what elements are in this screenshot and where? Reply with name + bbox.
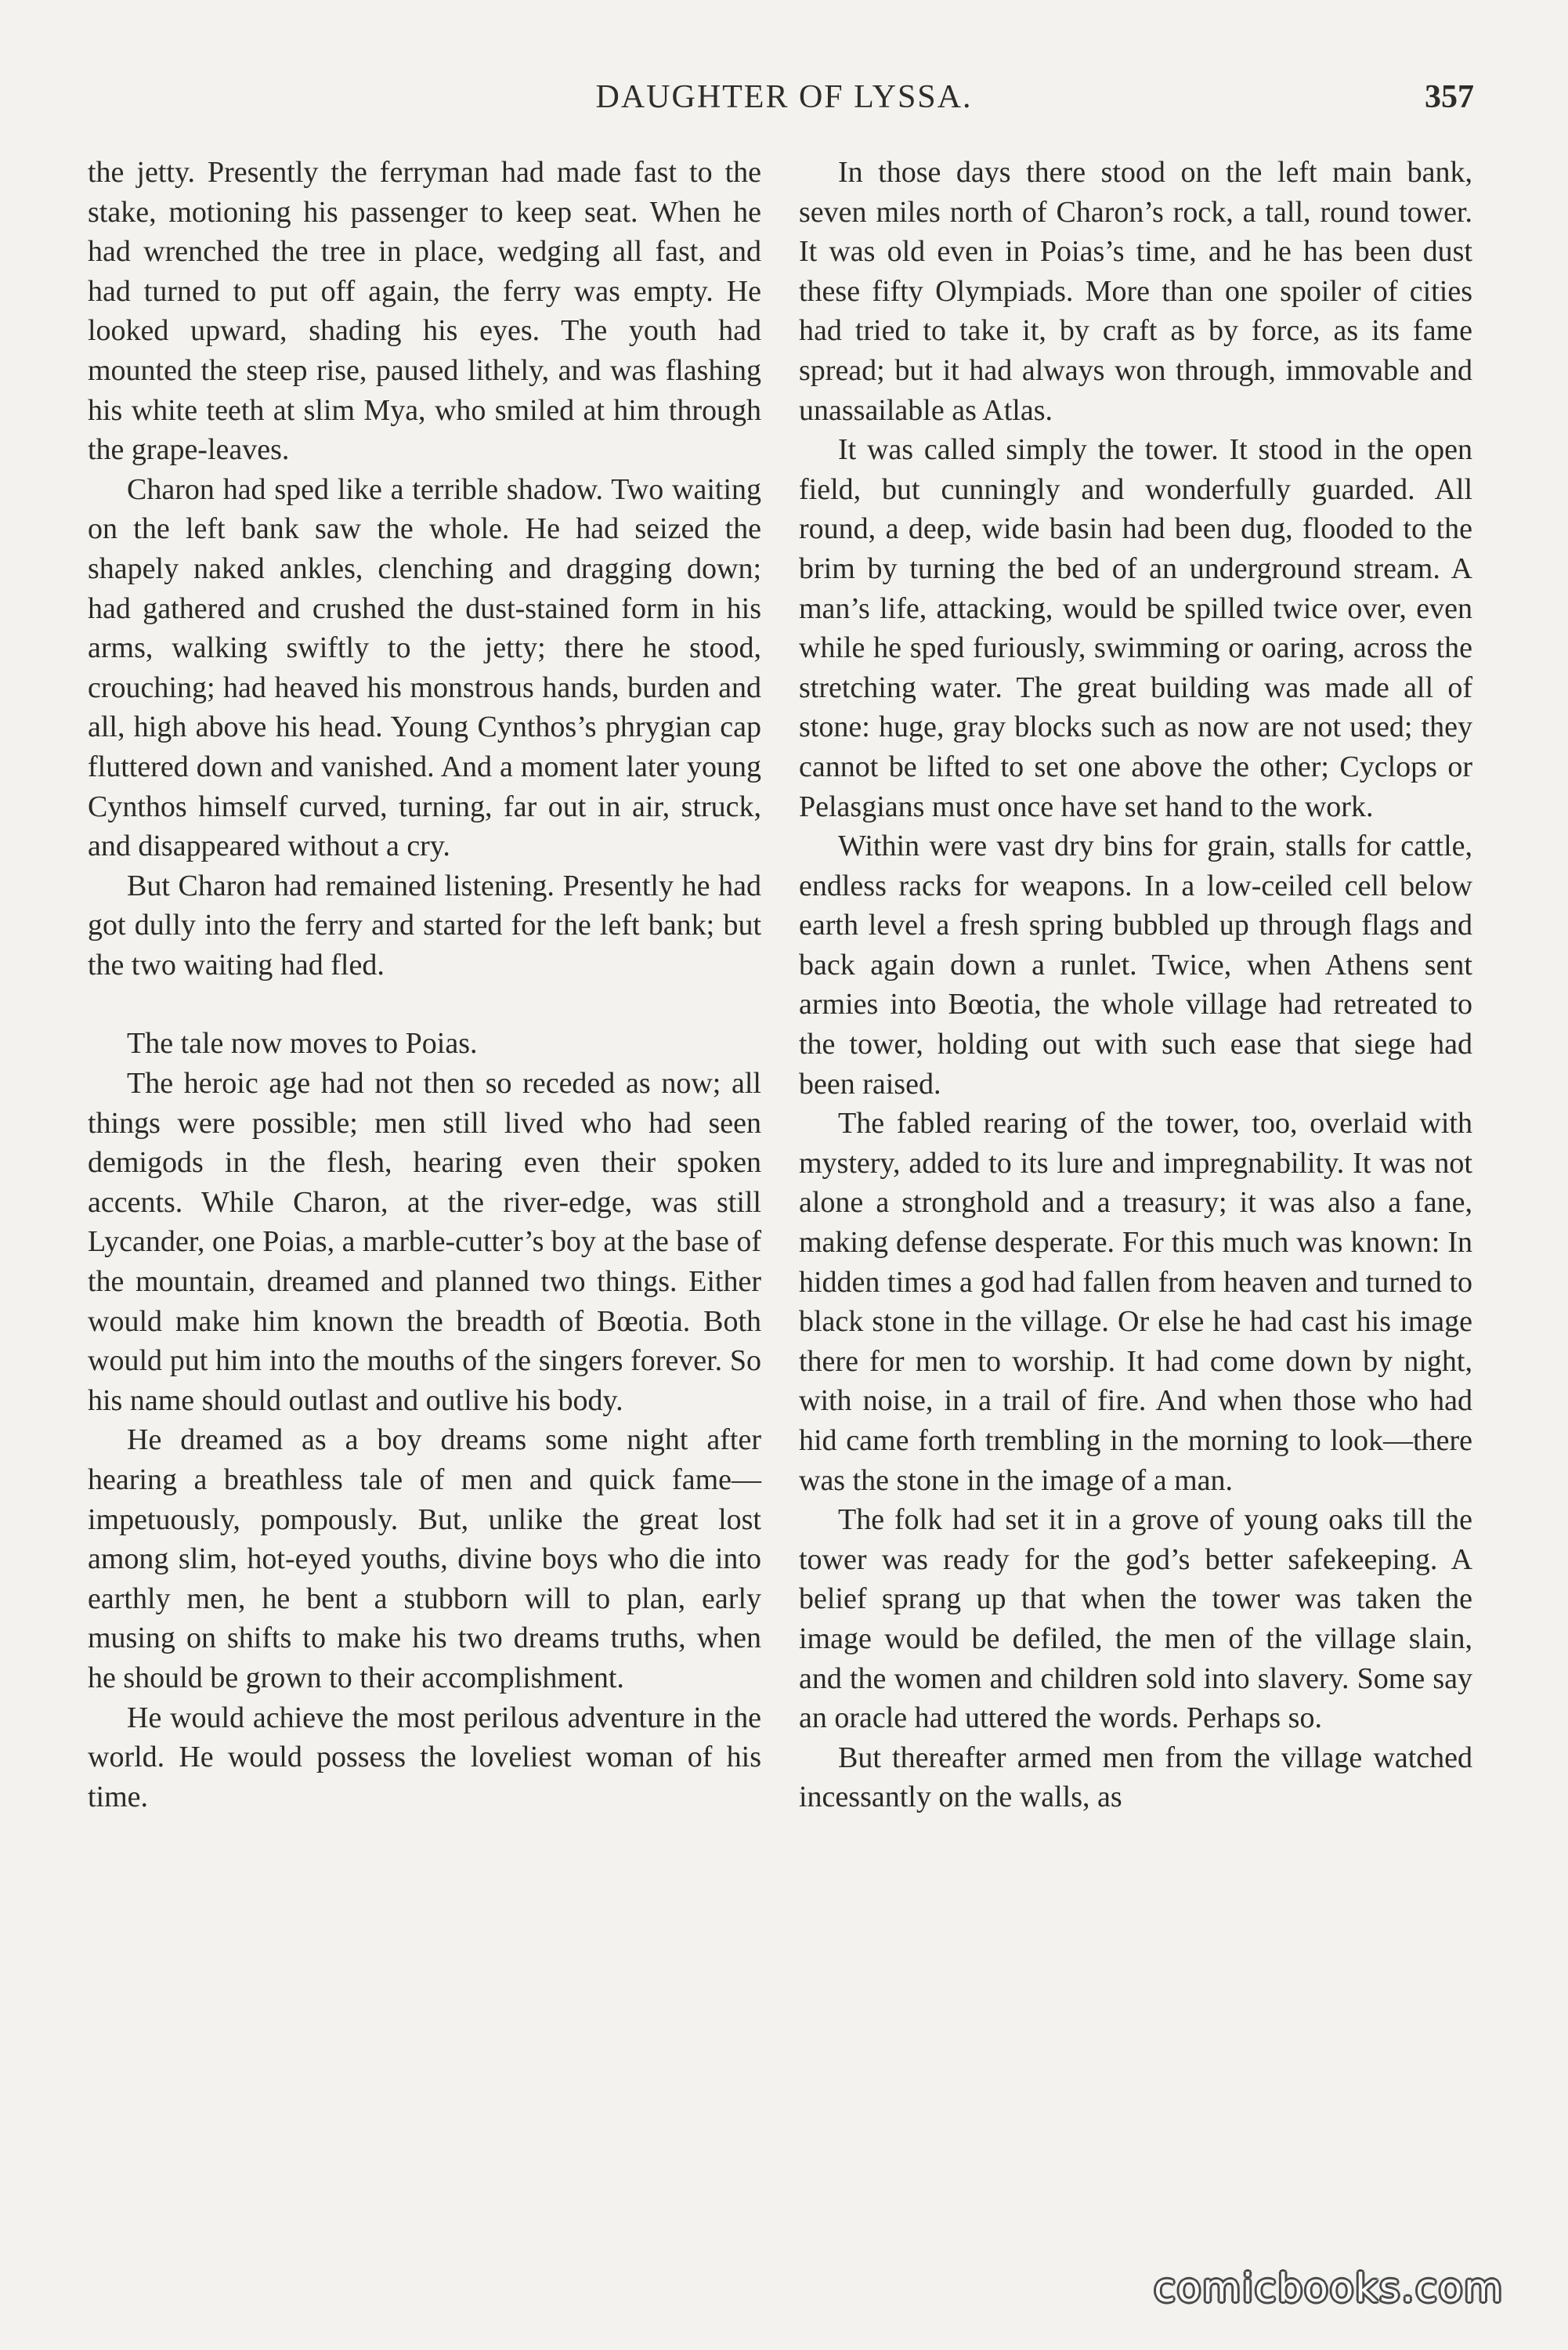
page-number: 357 <box>1425 79 1474 115</box>
left-column <box>88 153 761 1817</box>
paragraph: The folk had set it in a grove of young oaks till the tower was ready for the god’s better safekeeping. A belief sprang up that when the tower was taken the image would be defiled, the men of the village slain, and the women and children sold into slavery. Some say an oracle had uttered the words. Perhaps so. <box>799 1503 1472 1735</box>
paragraph: The fabled rearing of the tower, too, overlaid with mystery, added to its lure and impregnability. It was not alone a stronghold and a treasury; it was also a fane, making defense desperate. For this much was known: In hidden times a god had fallen from heaven and turned to black stone in the village. Or else he had cast his image there for men to worship. It had come down by night, with noise, in a trail of fire. And when those who had hid came forth trembling in the morning to look—there was the stone in the image of a man. <box>799 1107 1472 1497</box>
paragraph: Within were vast dry bins for grain, stalls for cattle, endless racks for weapons. In a low-ceiled cell below earth level a fresh spring bubbled up through flags and back again down a runlet. Twice, when Athens sent armies into Bœotia, the whole village had retreated to the tower, holding out with such ease that siege had been raised. <box>799 830 1472 1101</box>
paragraph: But thereafter armed men from the village watched incessantly on the walls, as <box>799 1741 1472 1814</box>
paragraph: He dreamed as a boy dreams some night after hearing a breathless tale of men and quick fame—impetuously, pompously. But, unlike the great lost among slim, hot-eyed youths, divine boys who die into earthly men, he bent a stubborn will to plan, early musing on shifts to make his two dreams truths, when he should be grown to their accomplishment. <box>88 1423 761 1694</box>
paragraph: But Charon had remained listening. Presently he had got dully into the ferry and started for the left bank; but the two waiting had fled. <box>88 869 761 982</box>
paragraph: He would achieve the most perilous adventure in the world. He would possess the loveliest woman of his time. <box>88 1701 761 1813</box>
paragraph: It was called simply the tower. It stood in the open field, but cunningly and wonderfully guarded. All round, a deep, wide basin had been dug, flooded to the brim by turning the bed of an underground stream. A man’s life, attacking, would be spilled twice over, even while he sped furiously, swimming or oaring, across the stretching water. The great building was made all of stone: huge, gray blocks such as now are not used; they cannot be lifted to set one above the other; Cyclops or Pelasgians must once have set hand to the work. <box>799 433 1472 823</box>
paragraph: The heroic age had not then so receded as now; all things were possible; men still lived who had seen demigods in the flesh, hearing even their spoken accents. While Charon, at the river-edge, was still Lycander, one Poias, a marble-cutter’s boy at the base of the mountain, dreamed and planned two things. Either would make him known the breadth of Bœotia. Both would put him into the mouths of the singers forever. So his name should outlast and outlive his body. <box>88 1067 761 1417</box>
paragraph: Charon had sped like a terrible shadow. Two waiting on the left bank saw the whole. He had seized the shapely naked ankles, clenching and dragging down; had gathered and crushed the dust-stained form in his arms, walking swiftly to the jetty; there he stood, crouching; had heaved his monstrous hands, burden and all, high above his head. Young Cynthos’s phrygian cap fluttered down and vanished. And a moment later young Cynthos himself curved, turning, far out in air, struck, and disappeared without a cry. <box>88 472 761 863</box>
paragraph: In those days there stood on the left main bank, seven miles north of Charon’s rock, a tall, round tower. It was old even in Poias’s time, and he has been dust these fifty Olympiads. More than one spoiler of cities had tried to take it, by craft as by force, as its fame spread; but it had always won through, immovable and unassailable as Atlas. <box>799 156 1472 427</box>
page-header <box>78 78 1490 125</box>
paragraph: the jetty. Presently the ferryman had made fast to the stake, motioning his passenger to keep seat. When he had wrenched the tree in place, wedging all fast, and had turned to put off again, the ferry was empty. He looked upward, shading his eyes. The youth had mounted the steep rise, paused lithely, and was flashing his white teeth at slim Mya, who smiled at him through the grape-leaves. <box>88 156 761 467</box>
running-title: DAUGHTER OF LYSSA. <box>595 79 973 115</box>
watermark: comicbooks.com <box>1154 2265 1504 2311</box>
paragraph: The tale now moves to Poias. <box>127 1027 478 1061</box>
right-column <box>799 153 1472 1817</box>
